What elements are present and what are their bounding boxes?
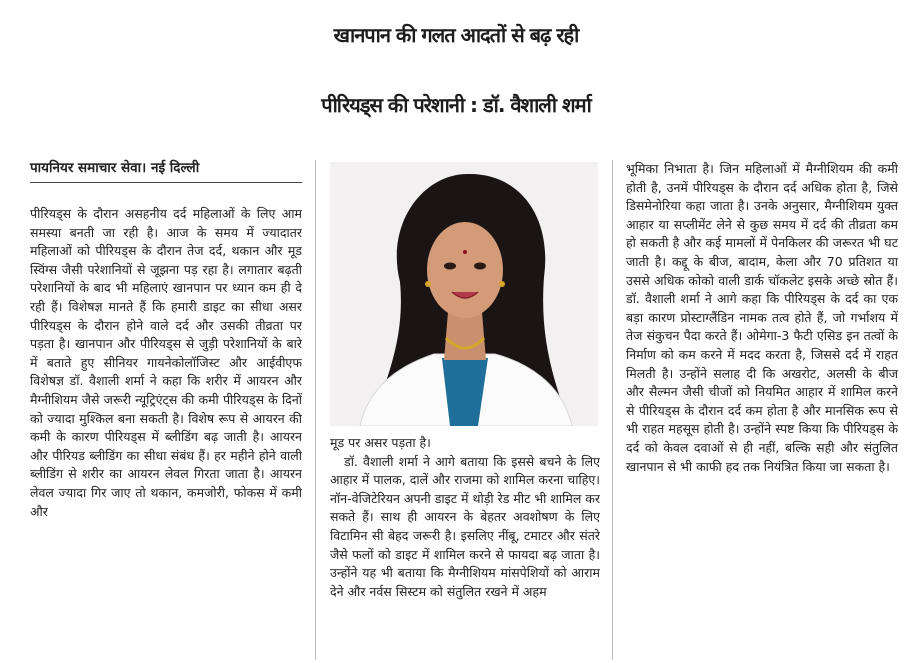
column-divider [315, 160, 316, 660]
article-paragraph: मूड पर असर पड़ता है। [330, 435, 431, 450]
headline-line-2: पीरियड्स की परेशानी : डॉ. वैशाली शर्मा [321, 93, 591, 117]
column-divider [612, 160, 613, 660]
article-column-3 [626, 160, 898, 660]
doctor-portrait-photo [330, 162, 598, 426]
headline-line-1: खानपान की गलत आदतों से बढ़ रही [333, 23, 579, 47]
article-column-1 [30, 205, 302, 660]
article-paragraph: पीरियड्स के दौरान असहनीय दर्द महिलाओं के लिए आम समस्या बनती जा रही है। आज के समय में ज्यादातर महिलाओं को पीरियड्स के दौरान तेज दर्द, थकान और मूड स्विंग्स जैसी परेशानियों से जूझना पड़ रहा है। लगातार बढ़ती परेशानियों के बाद भी महिलाएं खानपान पर ध्यान कम ही दे रही हैं। विशेषज्ञ मानते हैं कि हमारी डाइट का सीधा असर पीरियड्स के दौरान होने वाले दर्द और उसकी तीव्रता पर पड़ता है। खानपान और पीरियड्स से जुड़ी परेशानियों के बारे में बताते हुए सीनियर गायनेकोलॉजिस्ट और आईवीएफ विशेषज्ञ डॉ. वैशाली शर्मा ने कहा कि शरीर में आयरन और मैग्नीशियम जैसे जरूरी न्यूट्रिएंट्स की कमी पीरियड्स के दिनों को ज्यादा मुश्किल बना सकती है। विशेष रूप से आयरन की कमी के कारण पीरियड्स में ब्लीडिंग बढ़ जाती है। आयरन और पीरियड ब्लीडिंग का सीधा संबंध हैं। हर महीने होने वाली ब्लीडिंग से शरीर का आयरन लेवल गिरता जाता है। आयरन लेवल ज्यादा गिर जाए तो थकान, कमजोरी, फोकस में कमी और [30, 206, 302, 519]
article-column-2 [330, 434, 600, 660]
portrait-illustration [330, 162, 598, 426]
article-paragraph: भूमिका निभाता है। जिन महिलाओं में मैग्नीशियम की कमी होती है, उनमें पीरियड्स के दौरान दर्द अधिक होता है, जिसे डिसमेनोरिया कहा जाता है। उनके अनुसार, मैग्नीशियम युक्त आहार या सप्लीमेंट लेने से कुछ समय में दर्द की तीव्रता कम हो सकती है और कई मामलों में पेनकिलर की जरूरत भी घट जाती है। कद्दू के बीज, बादाम, केला और 70 प्रतिशत या उससे अधिक कोको वाली डार्क चॉकलेट इसके अच्छे स्रोत हैं। डॉ. वैशाली शर्मा ने आगे कहा कि पीरियड्स के दर्द का एक बड़ा कारण प्रोस्टाग्लैंडिन नामक तत्व होते हैं, जो गर्भाशय में तेज संकुचन पैदा करते हैं। ओमेगा-3 फैटी एसिड इन तत्वों के निर्माण को कम करने में मदद करता है, जिससे दर्द में राहत मिलती है। उन्होंने सलाह दी कि अखरोट, अलसी के बीज और सैल्मन जैसी चीजों को नियमित आहार में शामिल करने से पीरियड्स के दौरान दर्द कम होता है और मानसिक रूप से भी राहत महसूस होती है। उन्होंने स्पष्ट किया कि पीरियड्स के दर्द को केवल दवाओं से ही नहीं, बल्कि सही और संतुलित खानपान से भी काफी हद तक नियंत्रित किया जा सकता है। [626, 161, 898, 474]
byline: पायनियर समाचार सेवा। नई दिल्ली [30, 158, 302, 183]
article-paragraph: डॉ. वैशाली शर्मा ने आगे बताया कि इससे बचने के लिए आहार में पालक, दालें और राजमा को शामिल करना चाहिए। नॉन-वेजिटेरियन अपनी डाइट में थोड़ी रेड मीट भी शामिल कर सकते हैं। साथ ही आयरन के बेहतर अवशोषण के लिए विटामिन सी बेहद जरूरी है। इसलिए नींबू, टमाटर और संतरे जैसे फलों को डाइट में शामिल करने से फायदा बढ़ जाता है। उन्होंने यह भी बताया कि मैग्नीशियम मांसपेशियों को आराम देने और नर्वस सिस्टम को संतुलित रखने में अहम [330, 453, 600, 599]
